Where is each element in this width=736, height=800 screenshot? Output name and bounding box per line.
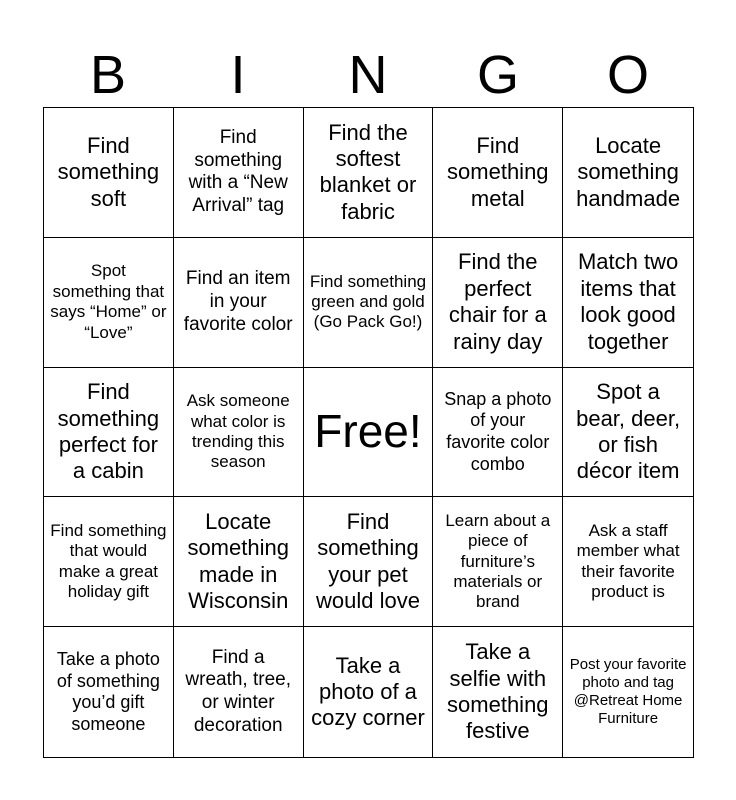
- cell-text: Find something that would make a great holiday gift: [50, 521, 167, 602]
- bingo-cell[interactable]: [433, 497, 563, 627]
- cell-text: Find something soft: [57, 132, 160, 211]
- header-letter-n: N: [348, 45, 388, 105]
- bingo-cell[interactable]: [174, 238, 304, 368]
- bingo-cell[interactable]: [304, 108, 434, 238]
- cell-text: Spot a bear, deer, or fish décor item: [576, 379, 681, 484]
- cell-text: Ask someone what color is trending this season: [186, 391, 290, 472]
- cell-text: Post your favorite photo and tag @Retreat Home Furniture: [569, 656, 687, 728]
- header-letter-g: G: [476, 45, 519, 105]
- bingo-cell[interactable]: [433, 368, 563, 498]
- cell-text: Take a photo of a cozy corner: [311, 652, 425, 731]
- bingo-cell[interactable]: [433, 108, 563, 238]
- cell-text: Find the softest blanket or fabric: [319, 119, 417, 224]
- bingo-cell[interactable]: [563, 368, 693, 498]
- cell-text: Snap a photo of your favorite color combo: [444, 388, 552, 474]
- bingo-cell[interactable]: [174, 627, 304, 757]
- cell-text: Spot something that says “Home” or “Love”: [50, 261, 167, 342]
- cell-text: Take a selfie with something festive: [447, 639, 549, 744]
- cell-text: Find an item in your favorite color: [183, 268, 293, 335]
- cell-text: Find a wreath, tree, or winter decoration: [185, 646, 291, 736]
- cell-text: Find something your pet would love: [316, 509, 420, 614]
- bingo-cell[interactable]: [304, 497, 434, 627]
- free-space-label: Free!: [314, 405, 422, 458]
- bingo-cell[interactable]: [433, 627, 563, 757]
- cell-text: Ask a staff member what their favorite product is: [576, 521, 680, 602]
- bingo-cell[interactable]: [44, 108, 174, 238]
- bingo-cell[interactable]: [304, 627, 434, 757]
- bingo-cell[interactable]: [304, 238, 434, 368]
- cell-text: Find something metal: [447, 132, 549, 211]
- bingo-cell[interactable]: [174, 497, 304, 627]
- header-letter-i: I: [230, 45, 246, 105]
- bingo-cell[interactable]: [433, 238, 563, 368]
- bingo-cell[interactable]: [563, 497, 693, 627]
- cell-text: Locate something made in Wisconsin: [187, 509, 289, 614]
- cell-text: Take a photo of something you’d gift someone: [56, 648, 160, 734]
- header-letter-b: B: [89, 45, 127, 105]
- bingo-cell[interactable]: [563, 238, 693, 368]
- cell-text: Find something green and gold (Go Pack Go!): [309, 271, 427, 332]
- bingo-cell[interactable]: [174, 368, 304, 498]
- bingo-cell[interactable]: [44, 497, 174, 627]
- header-letter-o: O: [606, 45, 649, 105]
- bingo-cell[interactable]: [563, 627, 693, 757]
- cell-text: Locate something handmade: [576, 132, 681, 211]
- cell-text: Find something with a “New Arrival” tag: [188, 126, 288, 217]
- bingo-header: [43, 44, 693, 106]
- cell-text: Find something perfect for a cabin: [57, 379, 160, 484]
- cell-text: Match two items that look good together: [577, 249, 679, 354]
- cell-text: Learn about a piece of furniture’s materials or brand: [445, 510, 551, 612]
- bingo-cell[interactable]: [44, 238, 174, 368]
- bingo-cell[interactable]: [563, 108, 693, 238]
- bingo-cell[interactable]: [44, 627, 174, 757]
- bingo-cell[interactable]: [174, 108, 304, 238]
- bingo-cell[interactable]: [44, 368, 174, 498]
- cell-text: Find the perfect chair for a rainy day: [448, 249, 547, 354]
- bingo-board: [43, 107, 694, 758]
- free-space[interactable]: [304, 368, 434, 498]
